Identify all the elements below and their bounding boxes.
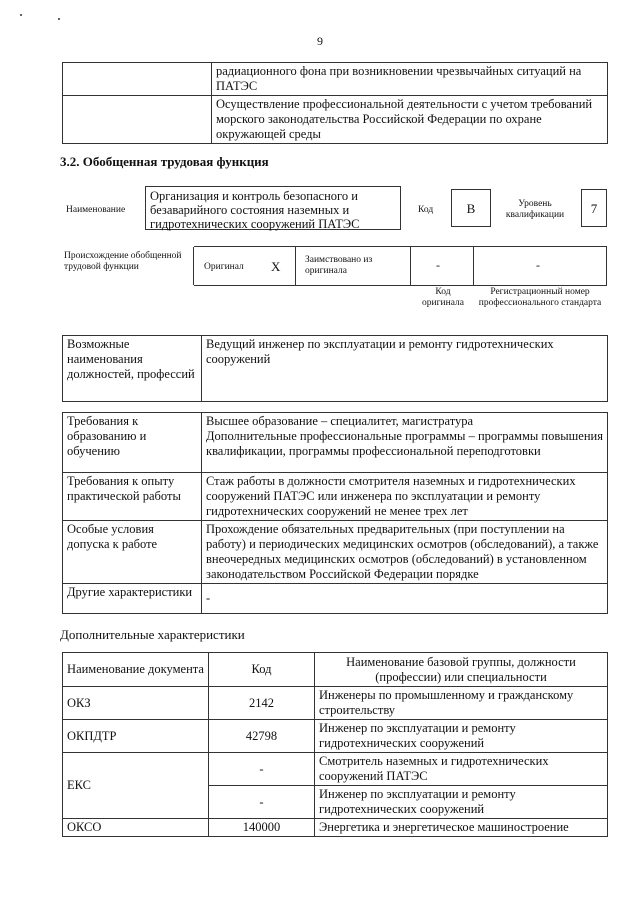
origin-cell-border [193, 247, 194, 285]
okz-name: Инженеры по промышленному и гражданскому строительству [315, 687, 608, 720]
original-mark: X [271, 259, 281, 274]
experience-label: Требования к опыту практической работы [63, 473, 202, 521]
okpdtr-doc: ОКПДТР [63, 720, 209, 753]
education-label: Требования к образованию и обучению [63, 413, 202, 473]
education-value [202, 413, 608, 473]
special-conditions-label: Особые условия допуска к работе [63, 521, 202, 584]
page-number: 9 [317, 34, 323, 48]
origin-cell-border [295, 247, 296, 285]
section-title: 3.2. Обобщенная трудовая функция [60, 154, 269, 169]
empty-cell [63, 63, 212, 96]
function-name-value: Организация и контроль безопасного и безаварийного состояния наземных и гидротехнических сооружений ПАТЭС [145, 186, 401, 230]
okpdtr-name: Инженер по эксплуатации и ремонту гидротехнических сооружений [315, 720, 608, 753]
action-cell: Осуществление профессиональной деятельности с учетом требований морского законодательства Российской Федерации по охране окружающей среды [212, 96, 608, 144]
okz-code: 2142 [209, 687, 315, 720]
level-label: Уровень квалификации [505, 199, 565, 220]
okso-code: 140000 [209, 819, 315, 837]
experience-value: Стаж работы в должности смотрителя наземных и гидротехнических сооружений ПАТЭС или инженера по эксплуатации и ремонту гидротехнических сооружений не менее трех лет [202, 473, 608, 521]
borrowed-label: Заимствовано из оригинала [305, 255, 373, 276]
education-line: Дополнительные профессиональные программы – программы повышения квалификации, программы профессиональной переподготовки [206, 429, 603, 458]
positions-table [62, 335, 608, 402]
eks-name-1: Смотритель наземных и гидротехнических сооружений ПАТЭС [315, 753, 608, 786]
okso-name: Энергетика и энергетическое машиностроение [315, 819, 608, 837]
eks-doc: ЕКС [63, 753, 209, 819]
scan-speck [20, 14, 22, 16]
eks-code-2: - [209, 786, 315, 819]
action-cell: радиационного фона при возникновении чрезвычайных ситуаций на ПАТЭС [212, 63, 608, 96]
scan-speck [58, 18, 60, 20]
eks-code-1: - [209, 753, 315, 786]
reg-number-value: - [536, 258, 540, 272]
other-value: - [202, 584, 608, 614]
requirements-table [62, 412, 608, 614]
eks-name-2: Инженер по эксплуатации и ремонту гидротехнических сооружений [315, 786, 608, 819]
education-line: Высшее образование – специалитет, магистратура [206, 414, 474, 428]
special-conditions-value: Прохождение обязательных предварительных (при поступлении на работу) и периодических медицинских осмотров (обследований), а также внеочередных медицинских осмотров (обследований) в установленном законодательством Российской Федерации порядке [202, 521, 608, 584]
empty-cell [63, 96, 212, 144]
okz-doc: ОКЗ [63, 687, 209, 720]
positions-label: Возможные наименования должностей, профессий [63, 336, 202, 402]
reg-number-caption: Регистрационный номер профессионального стандарта [478, 287, 602, 308]
other-label: Другие характеристики [63, 584, 202, 614]
origin-code-caption: Код оригинала [422, 287, 464, 308]
origin-cell-border [473, 247, 474, 285]
origin-label: Происхождение обобщенной трудовой функции [64, 251, 182, 272]
extra-characteristics-table [62, 652, 608, 837]
okpdtr-code: 42798 [209, 720, 315, 753]
header-code: Код [209, 653, 315, 687]
origin-code-value: - [436, 258, 440, 272]
name-label: Наименование [66, 205, 126, 215]
extra-title: Дополнительные характеристики [60, 627, 245, 642]
header-document: Наименование документа [63, 653, 209, 687]
code-label: Код [418, 205, 434, 215]
continued-actions-table [62, 62, 608, 144]
positions-value: Ведущий инженер по эксплуатации и ремонту гидротехнических сооружений [202, 336, 608, 402]
level-value: 7 [581, 189, 607, 227]
okso-doc: ОКСО [63, 819, 209, 837]
origin-cell-border [410, 247, 411, 285]
header-name: Наименование базовой группы, должности (профессии) или специальности [315, 653, 608, 687]
original-label: Оригинал [204, 262, 244, 272]
code-value: B [451, 189, 491, 227]
